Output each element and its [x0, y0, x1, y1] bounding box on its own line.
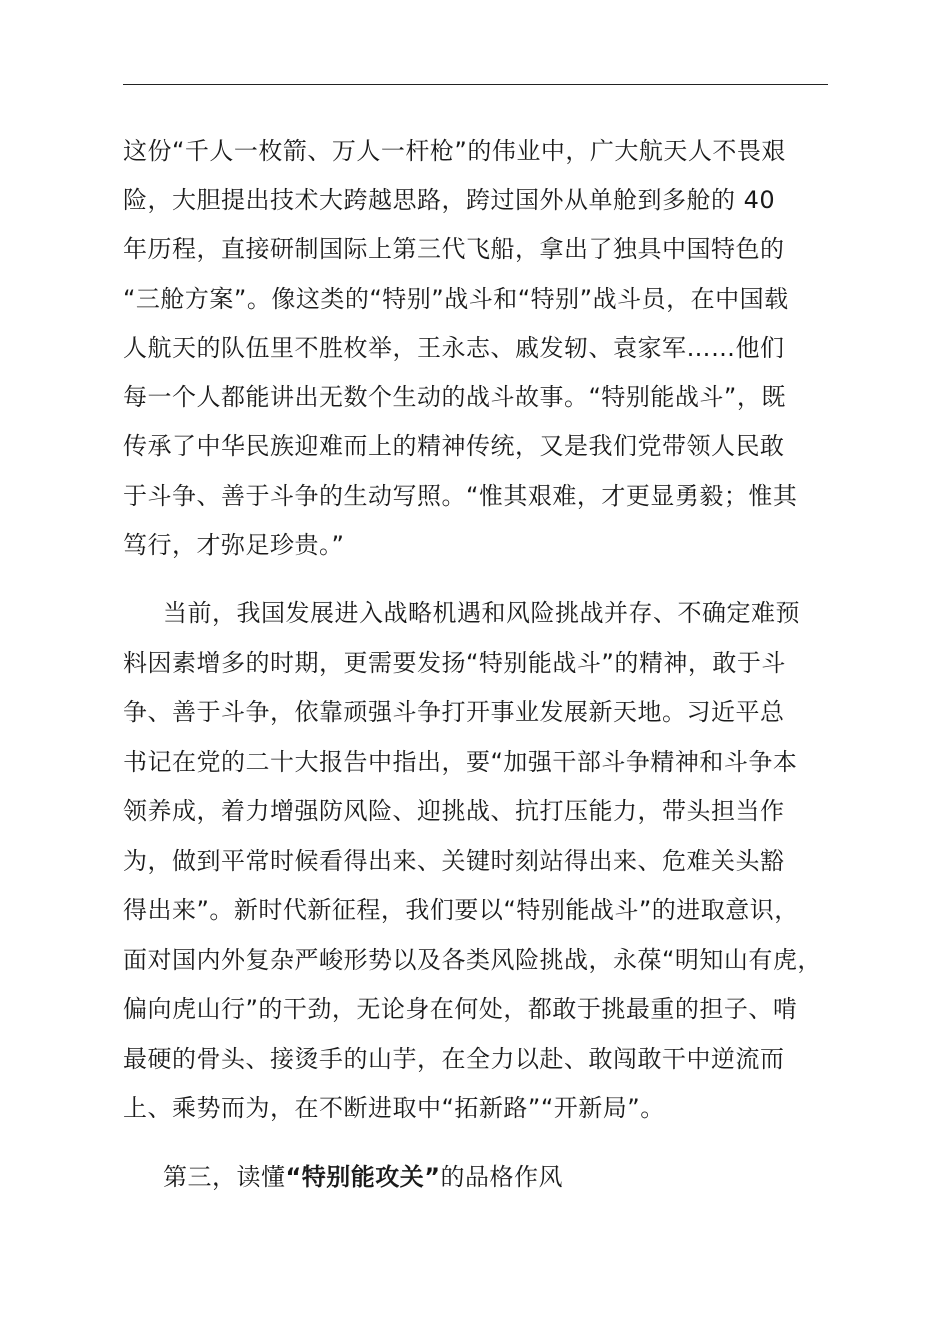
- heading-suffix: 的品格作风: [440, 1163, 564, 1191]
- text-line: 笃行，才弥足珍贵。”: [123, 531, 345, 559]
- text-line: 最硬的骨头、接烫手的山芋，在全力以赴、敢闯敢干中逆流而: [123, 1045, 785, 1073]
- section-heading: [163, 1157, 903, 1197]
- text-line: 上、乘势而为，在不断进取中“拓新路”“开新局”。: [123, 1094, 665, 1122]
- text-line: 书记在党的二十大报告中指出，要“加强干部斗争精神和斗争本: [123, 748, 798, 776]
- text-line: 领养成，着力增强防风险、迎挑战、抗打压能力，带头担当作: [123, 797, 785, 825]
- header-rule: [123, 84, 828, 85]
- text-line: 当前，我国发展进入战略机遇和风险挑战并存、不确定难预: [163, 599, 800, 627]
- heading-quoted: “特别能攻关”: [285, 1163, 441, 1191]
- text-line: 年历程，直接研制国际上第三代飞船，拿出了独具中国特色的: [123, 235, 785, 263]
- text-line: 偏向虎山行”的干劲，无论身在何处，都敢于挑最重的担子、啃: [123, 995, 798, 1023]
- text-line: 每一个人都能讲出无数个生动的战斗故事。“特别能战斗”，既: [123, 383, 786, 411]
- text-line: 得出来”。新时代新征程，我们要以“特别能战斗”的进取意识，: [123, 896, 799, 924]
- heading-prefix: 第三，读懂: [163, 1163, 286, 1191]
- text-line: 料因素增多的时期，更需要发扬“特别能战斗”的精神，敢于斗: [123, 649, 786, 677]
- text-line: 于斗争、善于斗争的生动写照。“惟其艰难，才更显勇毅；惟其: [123, 482, 798, 510]
- text-line: 传承了中华民族迎难而上的精神传统，又是我们党带领人民敢: [123, 432, 785, 460]
- text-line: 争、善于斗争，依靠顽强斗争打开事业发展新天地。习近平总: [123, 698, 785, 726]
- text-line: 这份“千人一枚箭、万人一杆枪”的伟业中，广大航天人不畏艰: [123, 137, 786, 165]
- text-line: “三舱方案”。像这类的“特别”战斗和“特别”战斗员，在中国载: [123, 285, 789, 313]
- text-line: 人航天的队伍里不胜枚举，王永志、戚发轫、袁家军……他们: [123, 334, 785, 362]
- text-line: 险，大胆提出技术大跨越思路，跨过国外从单舱到多舱的 40: [123, 186, 776, 214]
- text-line: 为，做到平常时候看得出来、关键时刻站得出来、危难关头豁: [123, 847, 785, 875]
- text-line: 面对国内外复杂严峻形势以及各类风险挑战，永葆“明知山有虎，: [123, 946, 822, 974]
